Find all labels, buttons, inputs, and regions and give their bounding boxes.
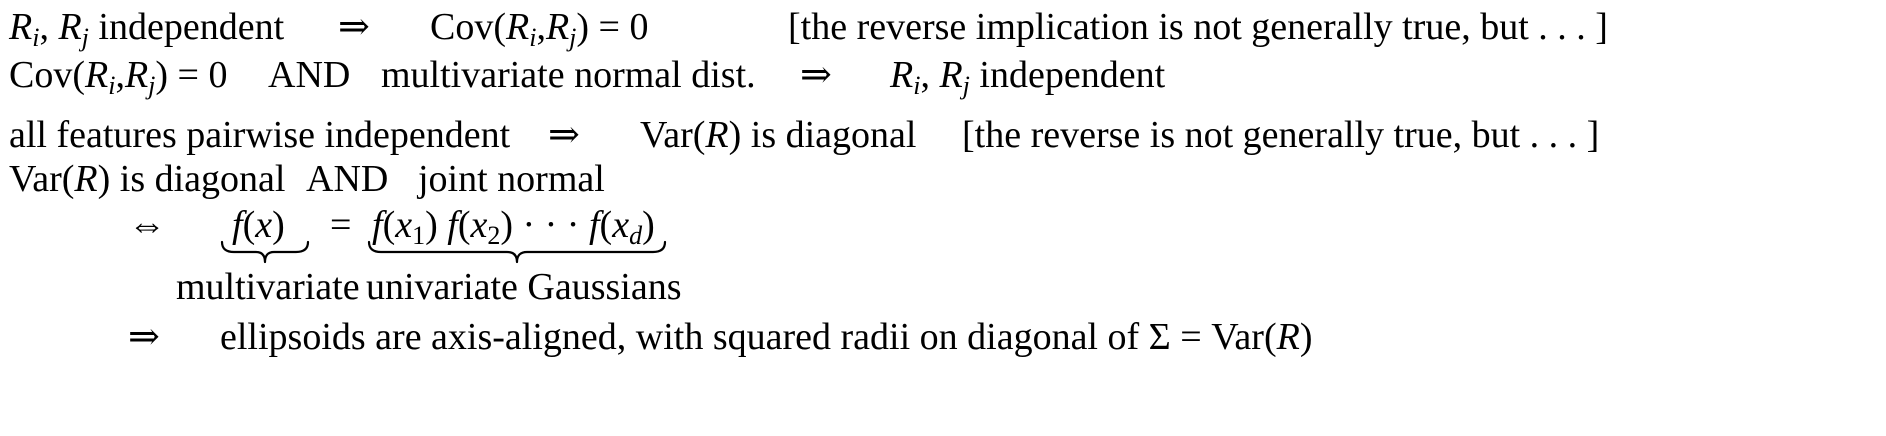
condition-text: multivariate normal dist. xyxy=(381,54,756,96)
implies-arrow: ⇒ xyxy=(338,6,370,48)
conclusion-text: ellipsoids are axis-aligned, with squared radii on diagonal of Σ = Var(R) xyxy=(220,316,1313,358)
subscript: i xyxy=(32,23,40,52)
underbrace-right xyxy=(367,240,667,266)
and-keyword: AND xyxy=(268,54,351,96)
statement-3-note: [the reverse is not generally true, but . . . ] xyxy=(962,114,1600,156)
statement-3-lhs: all features pairwise independent xyxy=(9,114,511,156)
statement-2-lhs: Cov(Ri,Rj) = 0 xyxy=(9,54,228,100)
statement-3-rhs: Var(R) is diagonal xyxy=(640,114,917,156)
statement-4-lhs: Var(R) is diagonal xyxy=(9,158,286,200)
implies-arrow: ⇒ xyxy=(548,114,580,156)
underbrace-label-right: univariate Gaussians xyxy=(366,266,682,308)
statement-1-lhs xyxy=(9,6,285,52)
statement-1-note: [the reverse implication is not generally true, but . . . ] xyxy=(788,6,1608,48)
statement-2-rhs: Ri, Rj independent xyxy=(890,54,1166,100)
and-keyword: AND xyxy=(306,158,389,200)
subscript: j xyxy=(81,23,89,52)
independent-word: independent xyxy=(98,6,285,48)
implies-arrow: ⇒ xyxy=(800,54,832,96)
joint-density: f(x) xyxy=(232,204,285,246)
statement-1-rhs: Cov(Ri,Rj) = 0 xyxy=(430,6,649,52)
product-of-marginals: f(x1) f(x2) · · · f(xd) xyxy=(372,204,655,250)
equals-sign: = xyxy=(330,204,352,246)
implies-arrow: ⇒ xyxy=(128,316,160,358)
condition-text: joint normal xyxy=(418,158,605,200)
variable-r: R xyxy=(9,6,33,48)
iff-arrow: ⇔ xyxy=(128,204,166,246)
underbrace-left xyxy=(220,240,310,266)
variable-r: R xyxy=(58,6,82,48)
comma: , xyxy=(39,6,49,48)
underbrace-label-left: multivariate xyxy=(176,266,360,308)
